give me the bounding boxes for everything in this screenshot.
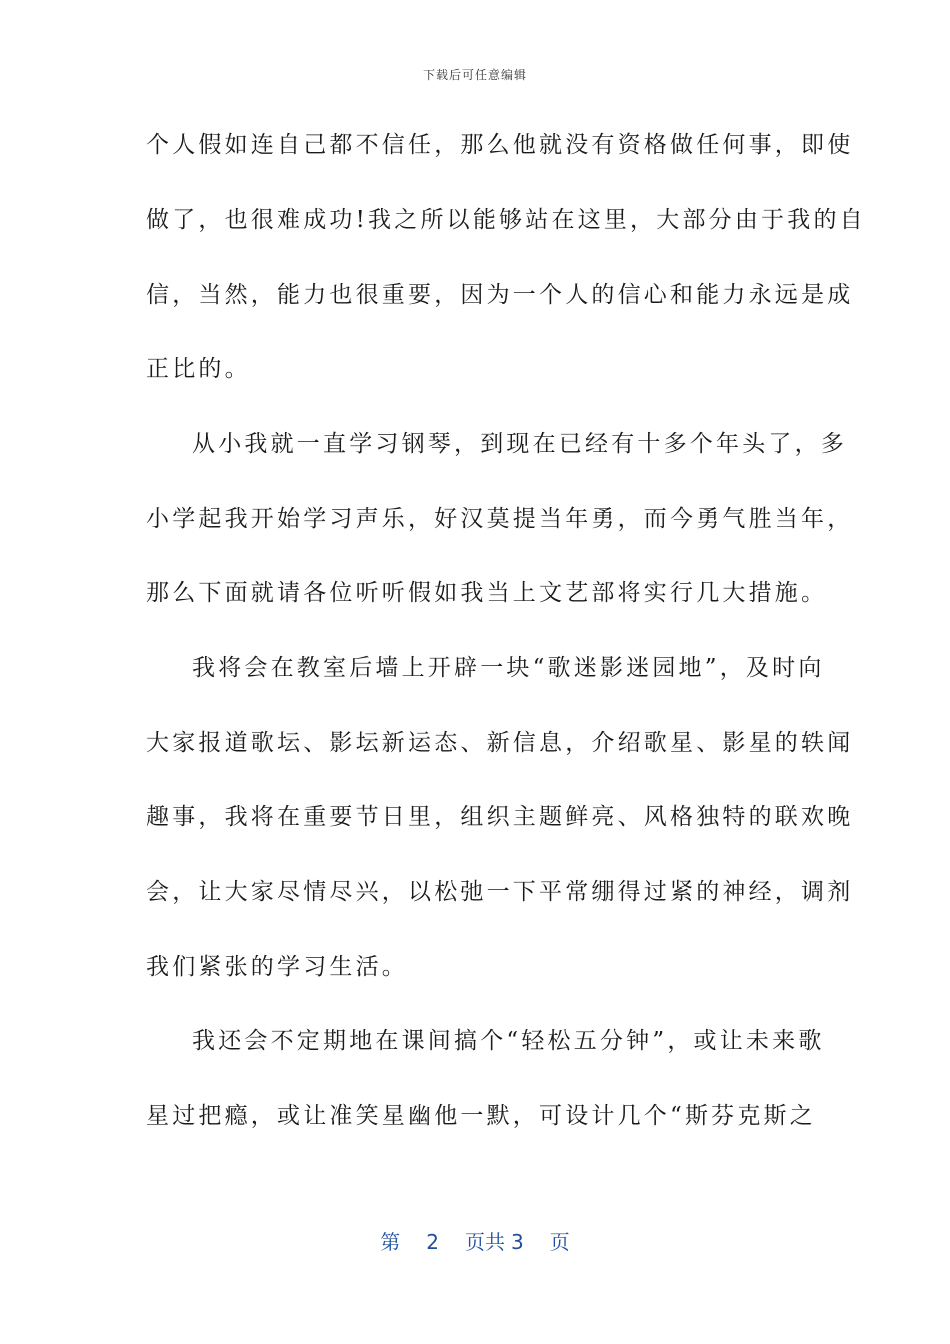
footer-current-page: 2 [426,1230,439,1254]
body-line-6: 小学起我开始学习声乐，好汉莫提当年勇，而今勇气胜当年， [146,506,854,532]
body-line-10: 趣事，我将在重要节日里，组织主题鲜亮、风格独特的联欢晚 [146,804,854,830]
page-header-note: 下载后可任意编辑 [422,68,527,82]
body-line-1: 个人假如连自己都不信任，那么他就没有资格做任何事，即使 [146,132,854,158]
body-line-11: 会，让大家尽情尽兴，以松弛一下平常绷得过紧的神经，调剂 [146,879,854,905]
body-line-12: 我们紧张的学习生活。 [146,954,408,980]
footer-label-ye: 页 [549,1230,570,1254]
body-line-5: 从小我就一直学习钢琴，到现在已经有十多个年头了，多 [192,431,847,457]
footer-label-di: 第 [380,1230,401,1254]
body-line-9: 大家报道歌坛、影坛新运态、新信息，介绍歌星、影星的轶闻 [146,730,854,756]
body-line-14: 星过把瘾，或让准笑星幽他一默，可设计几个“斯芬克斯之 [146,1103,816,1129]
body-line-8: 我将会在教室后墙上开辟一块“歌迷影迷园地”，及时向 [192,655,825,681]
body-line-7: 那么下面就请各位听听假如我当上文艺部将实行几大措施。 [146,580,828,606]
body-line-3: 信，当然，能力也很重要，因为一个人的信心和能力永远是成 [146,282,854,308]
body-line-2: 做了，也很难成功!我之所以能够站在这里，大部分由于我的自 [146,207,866,233]
footer-label-ye-gong: 页共 [465,1230,505,1254]
footer-total-pages: 3 [511,1230,524,1254]
body-line-13: 我还会不定期地在课间搞个“轻松五分钟”，或让未来歌 [192,1028,825,1054]
page-footer [0,1226,950,1255]
body-line-4: 正比的。 [146,356,251,382]
